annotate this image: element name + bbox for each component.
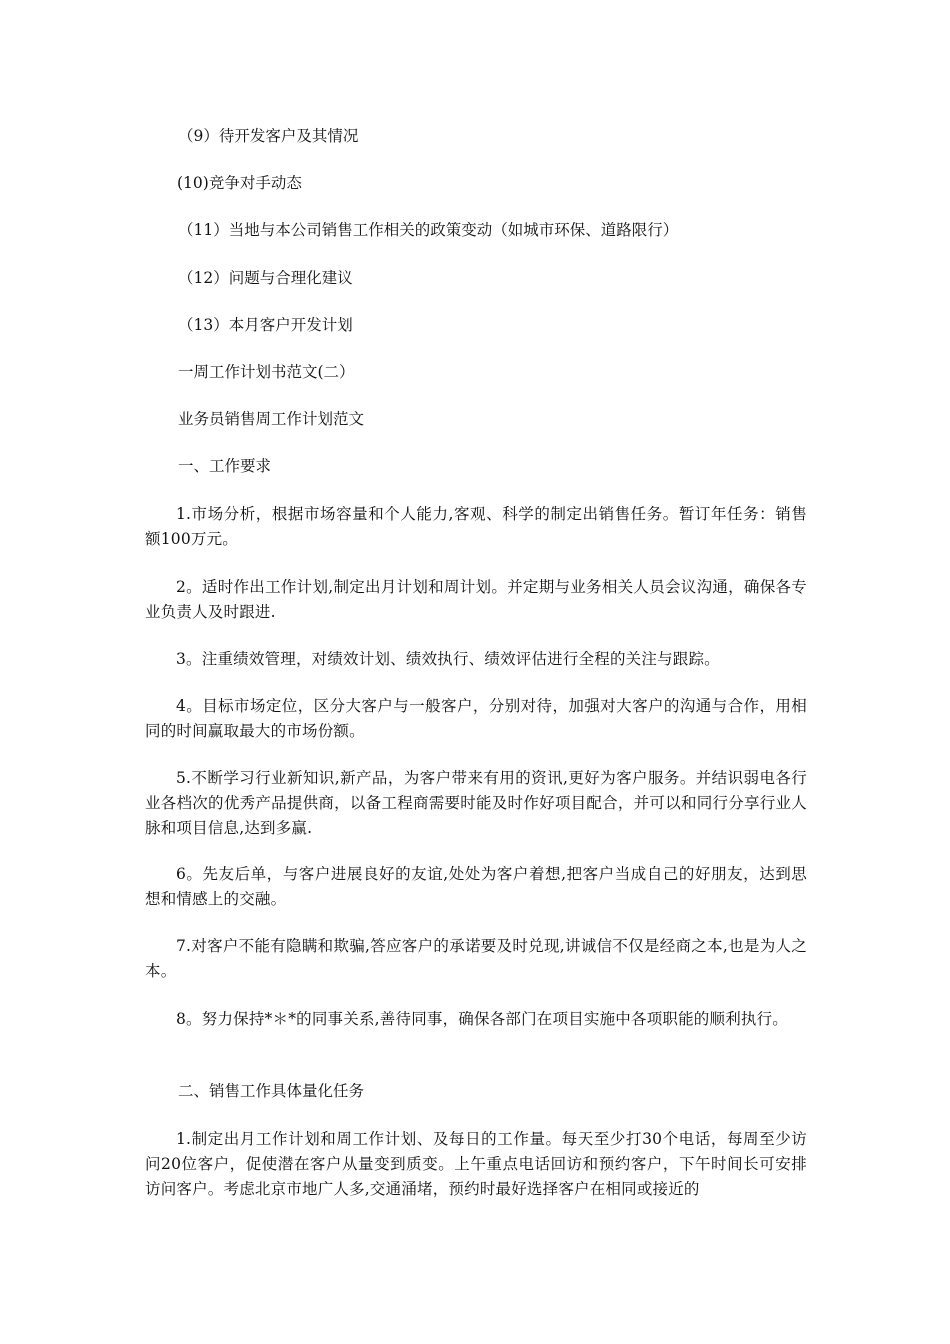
- requirement-paragraph: 7.对客户不能有隐瞒和欺骗,答应客户的承诺要及时兑现,讲诚信不仅是经商之本,也是为人之本。: [145, 937, 807, 980]
- list-item: （9）待开发客户及其情况: [178, 127, 359, 145]
- list-item: （13）本月客户开发计划: [178, 316, 353, 334]
- heading-quantified-tasks: 二、销售工作具体量化任务: [178, 1082, 365, 1100]
- requirement-paragraph: 3。注重绩效管理，对绩效计划、绩效执行、绩效评估进行全程的关注与跟踪。: [176, 650, 720, 668]
- requirement-paragraph: 5.不断学习行业新知识,新产品，为客户带来有用的资讯,更好为客户服务。并结识弱电各行业各档次的优秀产品提供商，以备工程商需要时能及时作好项目配合，并可以和同行分享行业人脉和项目信息,达到多赢.: [145, 769, 807, 837]
- requirement-paragraph: 4。目标市场定位，区分大客户与一般客户，分别对待，加强对大客户的沟通与合作，用相同的时间赢取最大的市场份额。: [145, 697, 807, 740]
- list-item: (10)竞争对手动态: [177, 174, 302, 192]
- list-item: （12）问题与合理化建议: [178, 269, 353, 287]
- section-title: 一周工作计划书范文(二）: [178, 363, 355, 381]
- list-item: （11）当地与本公司销售工作相关的政策变动（如城市环保、道路限行）: [178, 221, 679, 239]
- requirement-paragraph: 1.市场分析，根据市场容量和个人能力,客观、科学的制定出销售任务。暂订年任务：销售额100万元。: [145, 505, 807, 548]
- doc-title: 业务员销售周工作计划范文: [178, 410, 365, 428]
- heading-work-requirements: 一、工作要求: [178, 457, 272, 475]
- requirement-paragraph: 6。先友后单，与客户进展良好的友谊,处处为客户着想,把客户当成自己的好朋友，达到思想和情感上的交融。: [145, 865, 807, 908]
- requirement-paragraph: 2。适时作出工作计划,制定出月计划和周计划。并定期与业务相关人员会议沟通，确保各专业负责人及时跟进.: [145, 578, 807, 621]
- requirement-paragraph: 8。努力保持*＊*的同事关系,善待同事，确保各部门在项目实施中各项职能的顺利执行。: [176, 1010, 788, 1028]
- task-paragraph: 1.制定出月工作计划和周工作计划、及每日的工作量。每天至少打30个电话，每周至少访问20位客户，促使潜在客户从量变到质变。上午重点电话回访和预约客户，下午时间长可安排访问客户。考虑北京市地广人多,交通涌堵，预约时最好选择客户在相同或接近的: [145, 1130, 807, 1198]
